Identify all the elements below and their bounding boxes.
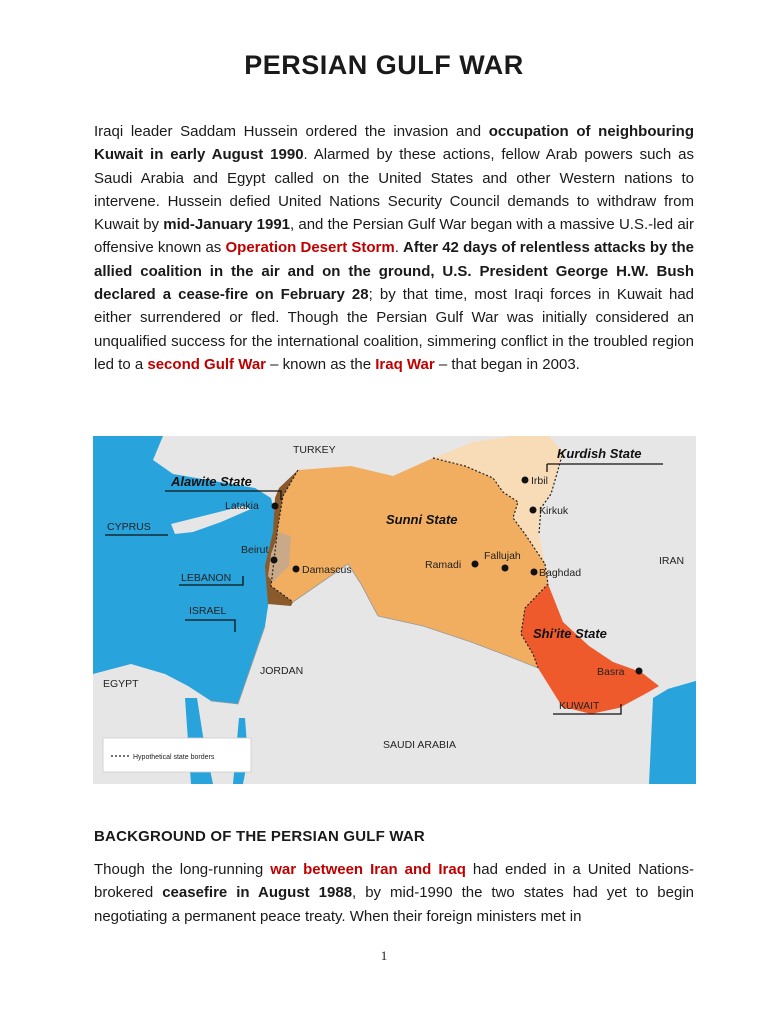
city-dot-beirut xyxy=(271,557,278,564)
city-dot-damascus xyxy=(293,566,300,573)
city-label-kirkuk: Kirkuk xyxy=(539,505,569,517)
city-dot-kirkuk xyxy=(530,507,537,514)
background-text: , by mid-1990 the two states had yet to begin negotiating a permanent peace treaty. When their foreign ministers met in xyxy=(94,884,695,925)
intro-paragraph xyxy=(94,120,694,376)
city-dot-ramadi xyxy=(472,561,479,568)
link-iran-iraq-war[interactable]: war between Iran and Iraq xyxy=(270,861,466,878)
background-bold-ceasefire: ceasefire in August 1988 xyxy=(162,884,353,902)
city-label-beirut: Beirut xyxy=(241,544,269,556)
label-lebanon: LEBANON xyxy=(181,572,232,584)
city-label-damascus: Damascus xyxy=(302,564,352,576)
background-text: Though the long-running xyxy=(94,861,271,878)
label-israel: ISRAEL xyxy=(189,605,227,617)
intro-text: Iraqi leader Saddam Hussein ordered the invasion and xyxy=(94,123,489,140)
city-label-irbil: Irbil xyxy=(531,475,548,487)
label-egypt: EGYPT xyxy=(103,678,139,690)
intro-text: . xyxy=(394,239,404,257)
city-dot-latakia xyxy=(272,503,279,510)
city-dot-fallujah xyxy=(502,565,509,572)
intro-text: – known as the xyxy=(266,355,376,373)
city-label-latakia: Latakia xyxy=(225,500,259,512)
label-alawite-state: Alawite State xyxy=(171,474,252,489)
label-kurdish-state: Kurdish State xyxy=(557,446,642,461)
label-cyprus: CYPRUS xyxy=(107,521,151,533)
label-sunni-state: Sunni State xyxy=(386,512,458,527)
link-operation-desert-storm[interactable]: Operation Desert Storm xyxy=(225,239,395,257)
intro-text: – that began in 2003. xyxy=(434,355,580,373)
map-persian-gulf xyxy=(649,681,696,784)
intro-bold-ceasefire: After 42 days of relentless attacks by the allied coalition in the air and on the ground, U.S. President George H.W. Bush declared a cease-fire on February 28 xyxy=(94,239,695,304)
link-second-gulf-war[interactable]: second Gulf War xyxy=(147,355,266,373)
city-dot-irbil xyxy=(522,477,529,484)
label-jordan: JORDAN xyxy=(260,665,304,677)
intro-bold-deadline: mid-January 1991 xyxy=(163,216,290,234)
label-iran: IRAN xyxy=(659,555,685,567)
page-title: PERSIAN GULF WAR xyxy=(244,50,524,80)
intro-text: . Alarmed by these actions, fellow Arab powers such as Saudi Arabia and Egypt called on the United States and other Western nations to intervene. Hussein defied United Nations Security Council demands to withdraw from Kuwait by xyxy=(94,146,694,234)
background-paragraph xyxy=(94,858,694,928)
city-dot-basra xyxy=(636,668,643,675)
city-label-ramadi: Ramadi xyxy=(425,559,462,571)
city-label-basra: Basra xyxy=(597,666,625,678)
city-label-baghdad: Baghdad xyxy=(539,567,582,579)
intro-text: ; by that time, most Iraqi forces in Kuwait had either surrendered or fled. Though the Persian Gulf War was initially considered an unqualified success for the international coalition, simmering conflict in the troubled region led to a xyxy=(94,286,694,373)
page-number: 1 xyxy=(380,948,388,963)
label-shiite-state: Shi'ite State xyxy=(533,626,607,641)
intro-bold-invasion: occupation of neighbouring Kuwait in early August 1990 xyxy=(94,123,694,164)
section-heading: BACKGROUND OF THE PERSIAN GULF WAR xyxy=(94,828,425,845)
intro-text: , and the Persian Gulf War began with a massive U.S.-led air offensive known as xyxy=(94,216,695,257)
label-turkey: TURKEY xyxy=(293,444,336,456)
partition-map xyxy=(93,436,696,784)
label-saudi-arabia: SAUDI ARABIA xyxy=(383,739,456,751)
city-dot-baghdad xyxy=(531,569,538,576)
label-kuwait: KUWAIT xyxy=(559,700,600,712)
city-label-fallujah: Fallujah xyxy=(484,550,521,562)
map-legend-label: Hypothetical state borders xyxy=(133,754,215,761)
link-iraq-war[interactable]: Iraq War xyxy=(375,355,435,373)
background-text: had ended in a United Nations-brokered xyxy=(94,861,694,902)
